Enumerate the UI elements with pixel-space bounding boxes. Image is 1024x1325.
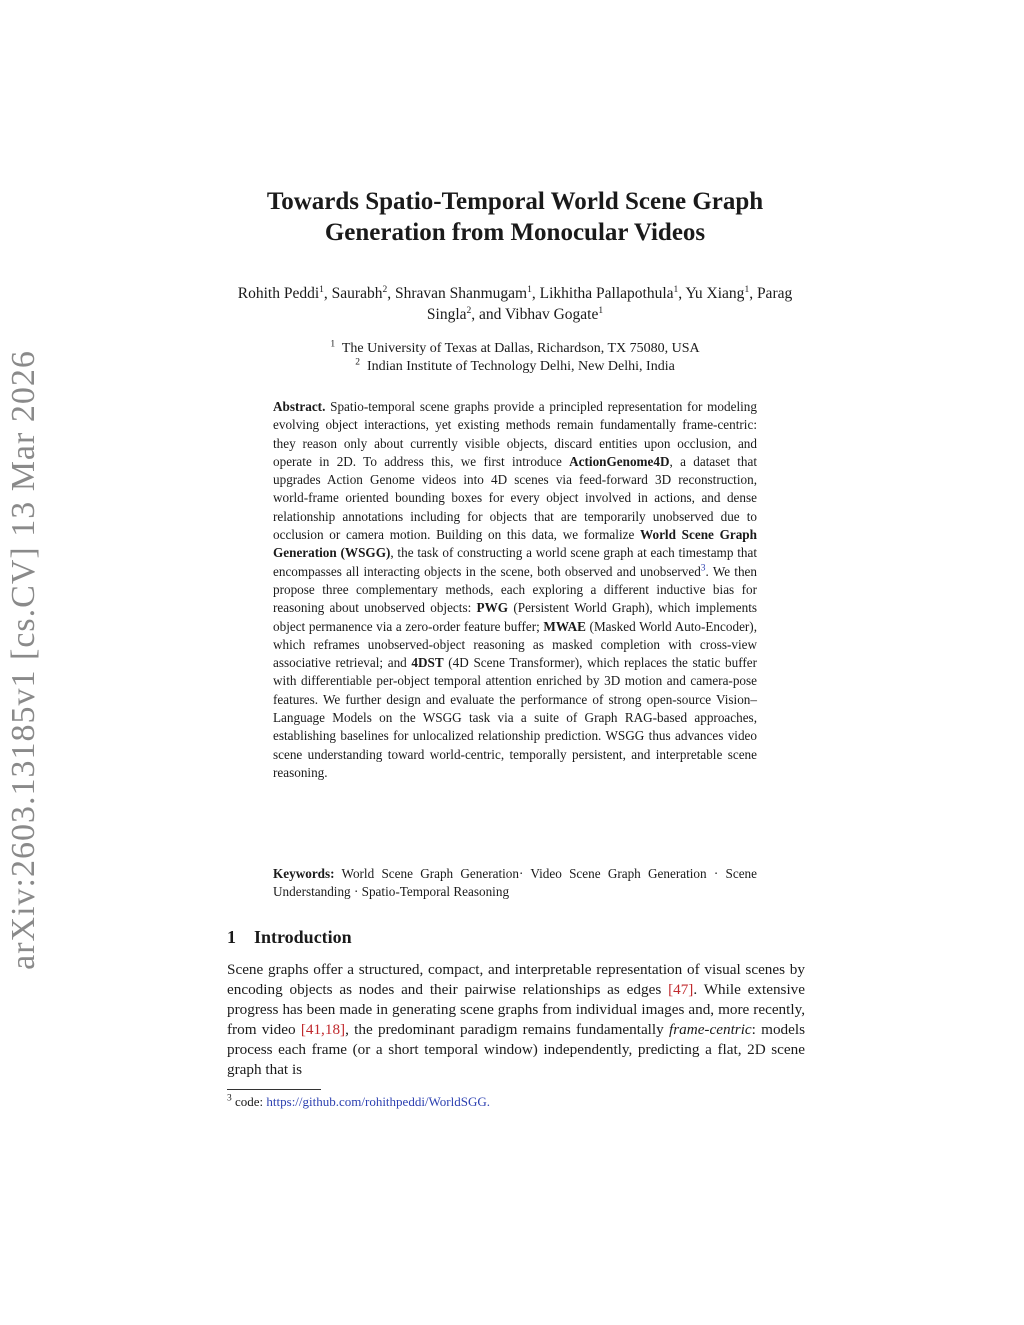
intro-paragraph [227, 960, 805, 1080]
author-name: Likhitha Pallapothula [539, 285, 674, 302]
author-affiliation-mark: 1 [527, 284, 532, 295]
footnote-rule [227, 1089, 321, 1090]
emphasis-text: frame-centric [669, 1021, 752, 1038]
keywords-label: Keywords: [273, 866, 335, 881]
affiliation-text: The University of Texas at Dallas, Richardson, TX 75080, USA [341, 341, 700, 356]
section-title: Introduction [254, 927, 352, 947]
author-separator: , [531, 285, 540, 302]
abstract-text: (Masked World Auto-Encoder), which reframes unobserved-object reasoning as masked completion with cross-view associative retrieval; and [273, 618, 758, 671]
intro-text: : models process each frame (or a short temporal window) independently, predicting a flat, 2D scene graph that is [227, 1021, 806, 1078]
method-name-pwg: PWG [476, 600, 509, 616]
abstract-text: . We then propose three complementary methods, each exploring a different inductive bias for reasoning about unobserved objects: [273, 563, 757, 616]
author-separator: , and [471, 306, 505, 323]
author-name: Saurabh [331, 285, 383, 302]
author-name: Shravan Shanmugam [394, 285, 528, 302]
affiliation [220, 340, 810, 358]
abstract-label: Abstract. [273, 399, 326, 414]
section-number: 1 [227, 927, 236, 947]
author-name: Vibhav Gogate [505, 306, 599, 323]
arxiv-id: arXiv:2603.13185v1 [cs.CV] 13 Mar 2026 [5, 350, 42, 970]
intro-text: . While extensive progress has been made in generating scene graphs from individual images and, more recently, from video [227, 981, 806, 1038]
affiliation-list [220, 340, 810, 376]
affiliation [220, 358, 810, 376]
code-url-link[interactable]: https://github.com/rohithpeddi/WorldSGG. [266, 1094, 490, 1109]
title-line-2: Generation from Monocular Videos [324, 219, 706, 246]
method-name-4dst: 4DST [411, 655, 444, 671]
author-affiliation-mark: 1 [598, 305, 604, 316]
author-affiliation-mark: 2 [382, 284, 388, 295]
footnote-label: code: [231, 1094, 267, 1109]
paper-title [200, 186, 830, 248]
citation-link[interactable]: [41,18] [300, 1021, 346, 1038]
footnote [227, 1094, 490, 1110]
affiliation-number: 2 [355, 357, 360, 368]
author-affiliation-mark: 1 [744, 284, 750, 295]
intro-text: , the predominant paradigm remains fundamentally [345, 1021, 669, 1038]
abstract [273, 398, 757, 782]
author-affiliation-mark: 2 [466, 305, 472, 316]
abstract-text: (Persistent World Graph), which implements object permanence via a zero-order feature buffer; [273, 600, 757, 634]
method-name-mwae: MWAE [543, 618, 586, 634]
affiliation-text: Indian Institute of Technology Delhi, New Delhi, India [366, 359, 675, 374]
footnote-number: 3 [227, 1093, 232, 1104]
intro-text: Scene graphs offer a structured, compact, and interpretable representation of visual scenes by encoding objects as nodes and their pairwise relationships as edges [227, 961, 805, 998]
author-separator: , [387, 285, 395, 302]
author-affiliation-mark: 1 [673, 284, 679, 295]
footnote-link-3[interactable]: 3 [700, 563, 706, 574]
abstract-text: (4D Scene Transformer), which replaces the static buffer with differentiable per-object temporal attention enriched by 3D motion and camera-pose features. We further design and evaluate the performance of strong open-source Vision–Language Models on the WSGG task via a suite of Graph RAG-based approaches, establishing baselines for unlocalized relationship prediction. WSGG thus advances video scene understanding toward world-centric, temporally persistent, and interpretable scene reasoning. [273, 655, 757, 780]
abstract-text: Spatio-temporal scene graphs provide a principled representation for modeling evolving object interactions, yet existing methods remain fundamentally frame-centric: they reason only about currently visible objects, discard entities upon occlusion, and operate in 2D. To address this, we first introduce [273, 399, 757, 469]
keywords [273, 865, 757, 902]
author-name: Yu Xiang [685, 285, 745, 302]
affiliation-number: 1 [330, 339, 336, 350]
abstract-text: , a dataset that upgrades Action Genome videos into 4D scenes via feed-forward 3D reconstruction, world-frame oriented bounding boxes for every object involved in actions, and dense relationship annotations including for objects that are temporarily unobserved due to occlusion or camera motion. Building on this data, we formalize [273, 453, 757, 543]
keywords-text: World Scene Graph Generation· Video Scene Graph Generation · Scene Understanding · Spatio-Temporal Reasoning [273, 866, 757, 900]
author-affiliation-mark: 1 [319, 284, 324, 295]
title-line-1: Towards Spatio-Temporal World Scene Graph [266, 188, 764, 215]
author-list [220, 283, 810, 325]
author-separator: , [323, 285, 332, 302]
task-name: World Scene Graph Generation (WSGG) [273, 527, 757, 561]
section-heading [227, 927, 352, 948]
author-separator: , [749, 285, 757, 302]
author-separator: , [678, 285, 686, 302]
dataset-name: ActionGenome4D [569, 453, 670, 469]
citation-link[interactable]: [47] [668, 981, 694, 998]
abstract-text: , the task of constructing a world scene graph at each timestamp that encompasses all interacting objects in the scene, both observed and unobserved [273, 545, 757, 579]
author-name: Rohith Peddi [237, 285, 320, 302]
author-name: Parag Singla [426, 285, 793, 323]
